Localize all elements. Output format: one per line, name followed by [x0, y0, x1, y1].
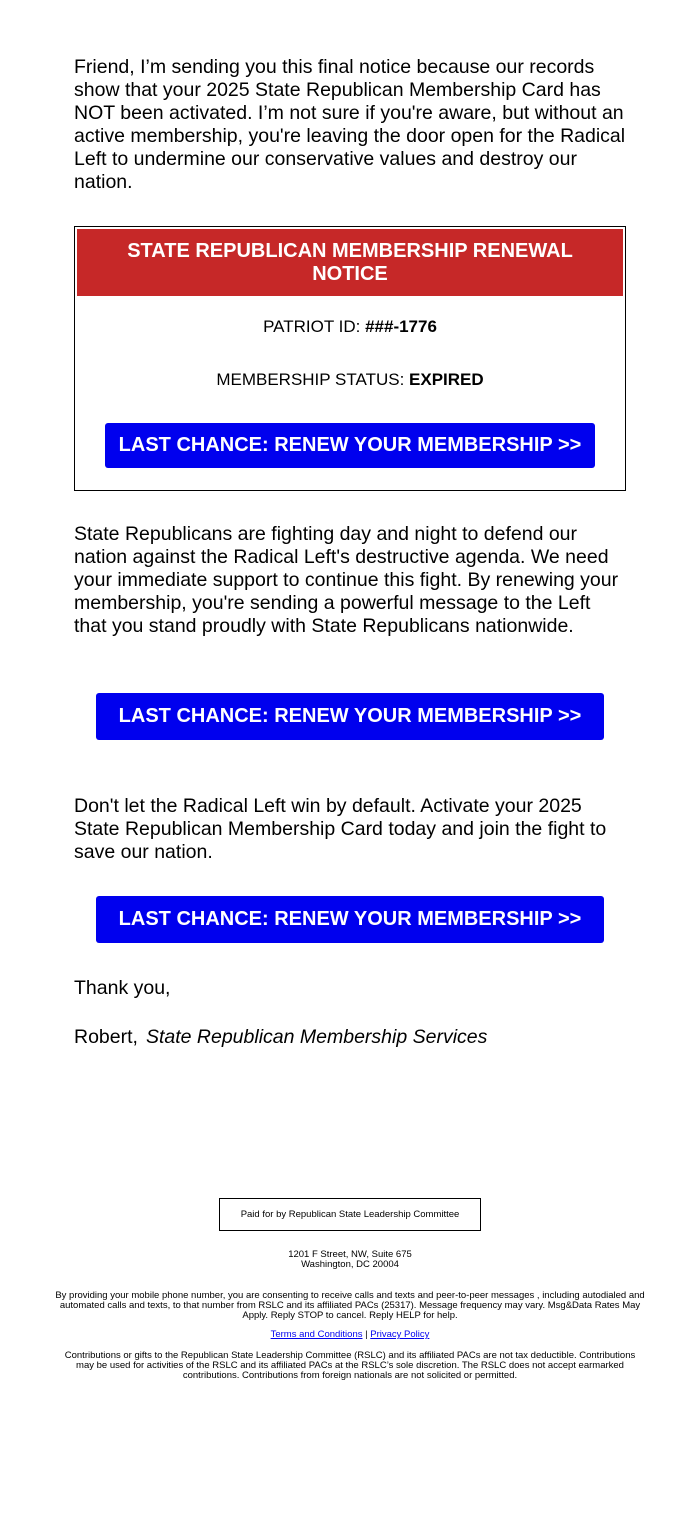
notice-header: STATE REPUBLICAN MEMBERSHIP RENEWAL NOTICE — [77, 229, 623, 296]
patriot-id-line — [75, 317, 625, 337]
contributions-disclaimer: Contributions or gifts to the Republican State Leadership Committee (RSLC) and its affiliated PACs are not tax deductible. Contributions may be used for activities of the RSLC and its affiliated PACs at the RSLC’s sole discretion. The RSLC does not accept earmarked contributions. Contributions from foreign nationals are not solicited or permitted. — [64, 1350, 636, 1381]
patriot-id-label: PATRIOT ID: — [263, 317, 366, 336]
paid-for-disclaimer: Paid for by Republican State Leadership Committee — [219, 1198, 481, 1231]
renew-membership-button-secondary[interactable]: LAST CHANCE: RENEW YOUR MEMBERSHIP >> — [96, 693, 604, 740]
support-paragraph: State Republicans are fighting day and night to defend our nation against the Radical Left's destructive agenda. We need your immediate support to continue this fight. By renewing your membership, you're sending a powerful message to the Left that you stand proudly with State Republicans nationwide. — [74, 523, 619, 637]
signature — [74, 1026, 626, 1049]
renew-membership-button-tertiary[interactable]: LAST CHANCE: RENEW YOUR MEMBERSHIP >> — [96, 896, 604, 943]
address-line-1: 1201 F Street, NW, Suite 675 — [288, 1249, 412, 1260]
terms-link[interactable]: Terms and Conditions — [270, 1329, 363, 1340]
mailing-address — [0, 1250, 700, 1270]
signer-title: State Republican Membership Services — [145, 1026, 488, 1048]
activate-paragraph: Don't let the Radical Left win by default. Activate your 2025 State Republican Membership Card today and join the fight to save our nation. — [74, 795, 607, 863]
membership-status-value: EXPIRED — [409, 370, 484, 389]
address-line-2: Washington, DC 20004 — [301, 1259, 399, 1270]
closing-thanks: Thank you, — [74, 977, 171, 999]
signer-name: Robert, — [74, 1026, 138, 1048]
link-separator: | — [362, 1329, 371, 1340]
sms-disclaimer: By providing your mobile phone number, you are consenting to receive calls and texts and peer-to-peer messages , including autodialed and automated calls and texts, to that number from RSLC and its affiliated PACs (25317). Message frequency may vary. Msg&Data Rates May Apply. Reply STOP to cancel. Reply HELP for help. — [55, 1290, 645, 1321]
patriot-id-value: ###-1776 — [365, 317, 437, 336]
membership-status-label: MEMBERSHIP STATUS: — [216, 370, 410, 389]
renewal-notice-box — [74, 226, 626, 491]
privacy-link[interactable]: Privacy Policy — [370, 1329, 430, 1340]
renew-membership-button-primary[interactable]: LAST CHANCE: RENEW YOUR MEMBERSHIP >> — [105, 423, 595, 468]
footer-links — [0, 1330, 700, 1340]
intro-paragraph: Friend, I’m sending you this final notice because our records show that your 2025 State Republican Membership Card has NOT been activated. I’m not sure if you're aware, but without an active membership, you're leaving the door open for the Radical Left to undermine our conservative values and destroy our nation. — [74, 56, 626, 193]
membership-status-line — [75, 370, 625, 390]
